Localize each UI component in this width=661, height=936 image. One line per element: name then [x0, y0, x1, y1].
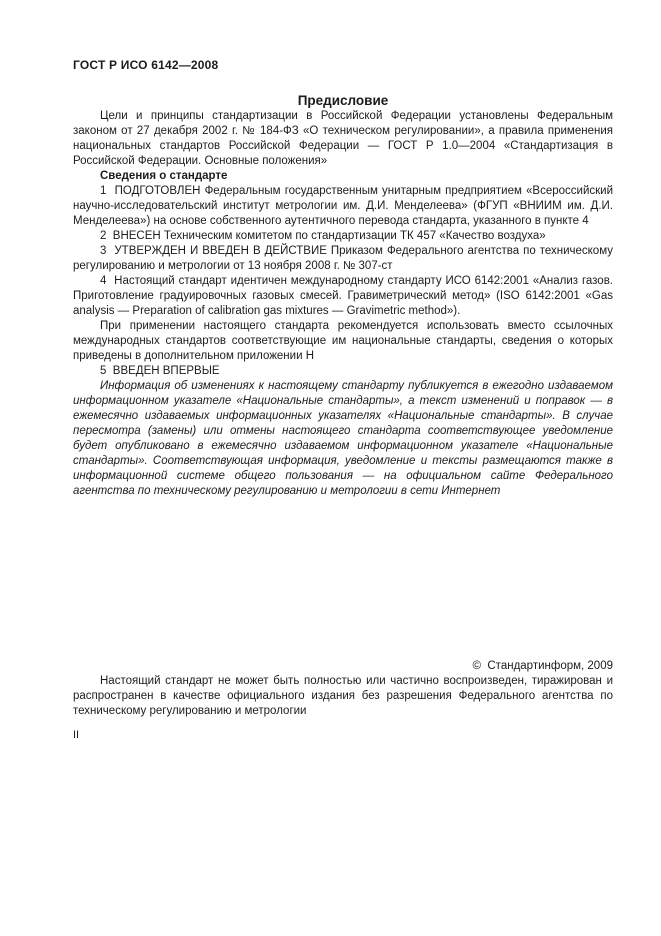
standard-info-item-1: 1 ПОДГОТОВЛЕН Федеральным государственным унитарным предприятием «Всероссийский научно-исследовательский институт метрологии им. Д.И. Менделеева» (ФГУП «ВНИИМ им. Д.И. Менделеева») на основе собственного аутентичного перевода стандарта, указанного в пункте 4: [73, 185, 613, 227]
standard-info-item-2: 2 ВНЕСЕН Техническим комитетом по стандартизации ТК 457 «Качество воздуха»: [100, 230, 546, 242]
changes-information-note: Информация об изменениях к настоящему стандарту публикуется в ежегодно издаваемом информационном указателе «Национальные стандарты», а текст изменений и поправок — в ежемесячно издаваемых информационных указателях «Национальные стандарты». В случае пересмотра (замены) или отмены настоящего стандарта соответствующее уведомление будет опубликовано в ежемесячно издаваемом информационном указателе «Национальные стандарты». Соответствующая информация, уведомление и тексты размещаются также в информационной системе общего пользования — на официальном сайте Федерального агентства по техническому регулированию и метрологии в сети Интернет: [73, 380, 613, 497]
standard-info-item-3: 3 УТВЕРЖДЕН И ВВЕДЕН В ДЕЙСТВИЕ Приказом Федерального агентства по техническому регулированию и метрологии от 13 ноября 2008 г. № 307-ст: [73, 245, 613, 272]
standard-info-item-4: 4 Настоящий стандарт идентичен международному стандарту ИСО 6142:2001 «Анализ газов. Приготовление градуировочных газовых смесей. Гравиметрический метод» (ISO 6142:2001 «Gas analysis — Preparation of calibration gas mixtures — Gravimetric method»).: [73, 275, 613, 317]
page-number: II: [73, 729, 80, 741]
copyright-notice: © Стандартинформ, 2009: [472, 660, 613, 672]
reproduction-restriction-note: Настоящий стандарт не может быть полностью или частично воспроизведен, тиражирован и распространен в качестве официального издания без разрешения Федерального агентства по техническому регулированию и метрологии: [73, 675, 613, 717]
standard-designation: ГОСТ Р ИСО 6142—2008: [73, 58, 219, 72]
standard-info-item-5: 5 ВВЕДЕН ВПЕРВЫЕ: [100, 365, 220, 377]
section-heading: Сведения о стандарте: [100, 170, 228, 182]
standard-info-item-4-continuation: При применении настоящего стандарта рекомендуется использовать вместо ссылочных международных стандартов соответствующие им национальные стандарты, сведения о которых приведены в дополнительном приложении Н: [73, 320, 613, 362]
intro-paragraph: Цели и принципы стандартизации в Российской Федерации установлены Федеральным законом от 27 декабря 2002 г. № 184-ФЗ «О техническом регулировании», а правила применения национальных стандартов Российской Федерации — ГОСТ Р 1.0—2004 «Стандартизация в Российской Федерации. Основные положения»: [73, 110, 613, 167]
page-title: Предисловие: [297, 93, 389, 108]
